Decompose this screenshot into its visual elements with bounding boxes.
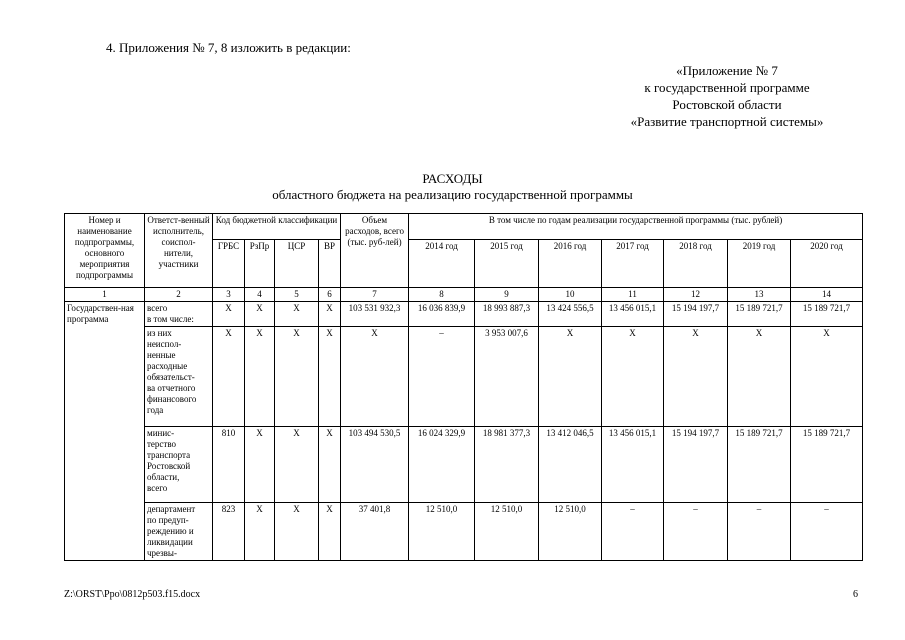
value-cell: X: [319, 302, 341, 327]
value-cell: X: [275, 302, 319, 327]
value-cell: 12 510,0: [409, 503, 475, 561]
header-year: 2016 год: [539, 240, 602, 288]
value-cell: –: [791, 503, 863, 561]
value-cell: 13 456 015,1: [602, 427, 664, 503]
value-cell: X: [245, 302, 275, 327]
value-cell: X: [341, 327, 409, 427]
value-cell: 15 194 197,7: [664, 302, 728, 327]
value-cell: 12 510,0: [539, 503, 602, 561]
value-cell: 810: [213, 427, 245, 503]
column-number-cell: 10: [539, 288, 602, 302]
column-number-cell: 4: [245, 288, 275, 302]
value-cell: –: [664, 503, 728, 561]
value-cell: 13 424 556,5: [539, 302, 602, 327]
document-subtitle: областного бюджета на реализацию государственной программы: [272, 187, 633, 202]
footer-page-number: 6: [853, 589, 858, 600]
value-cell: 15 194 197,7: [664, 427, 728, 503]
column-number-cell: 14: [791, 288, 863, 302]
value-cell: 12 510,0: [475, 503, 539, 561]
header-grbs: ГРБС: [213, 240, 245, 288]
column-number-row: [65, 288, 863, 302]
value-cell: 13 456 015,1: [602, 302, 664, 327]
value-cell: X: [275, 427, 319, 503]
executor-cell: минис- терство транспорта Ростовской области, всего: [145, 427, 213, 503]
value-cell: X: [245, 327, 275, 427]
header-code-group: Код бюджетной классификации: [213, 214, 341, 240]
column-number-cell: 3: [213, 288, 245, 302]
column-number-cell: 8: [409, 288, 475, 302]
value-cell: X: [275, 503, 319, 561]
value-cell: X: [245, 503, 275, 561]
value-cell: X: [539, 327, 602, 427]
document-title: РАСХОДЫ: [422, 171, 483, 186]
value-cell: 15 189 721,7: [791, 427, 863, 503]
appendix-heading: [597, 62, 857, 130]
column-number-cell: 9: [475, 288, 539, 302]
value-cell: 16 036 839,9: [409, 302, 475, 327]
executor-cell: из них неиспол- ненные расходные обязательст- ва отчетного финансового года: [145, 327, 213, 427]
column-number-cell: 7: [341, 288, 409, 302]
value-cell: X: [791, 327, 863, 427]
header-year: 2019 год: [728, 240, 791, 288]
value-cell: X: [275, 327, 319, 427]
column-number-cell: 6: [319, 288, 341, 302]
value-cell: 37 401,8: [341, 503, 409, 561]
appendix-line: Ростовской области: [672, 97, 782, 112]
value-cell: 823: [213, 503, 245, 561]
value-cell: X: [319, 503, 341, 561]
appendix-line: «Развитие транспортной системы»: [630, 114, 824, 129]
executor-cell: всего в том числе:: [145, 302, 213, 327]
expenses-table: [64, 213, 863, 561]
value-cell: X: [213, 302, 245, 327]
table-row: [65, 503, 863, 561]
value-cell: 18 993 887,3: [475, 302, 539, 327]
column-number-cell: 1: [65, 288, 145, 302]
value-cell: 18 981 377,3: [475, 427, 539, 503]
header-executor: Ответст-венный исполнитель, соиспол-нители, участники: [145, 214, 213, 288]
header-years-group: В том числе по годам реализации государственной программы (тыс. рублей): [409, 214, 863, 240]
program-name-cell: Государствен-ная программа: [65, 302, 145, 561]
header-year: 2015 год: [475, 240, 539, 288]
value-cell: X: [319, 427, 341, 503]
value-cell: X: [319, 327, 341, 427]
table-row: [65, 302, 863, 327]
value-cell: X: [213, 327, 245, 427]
value-cell: 16 024 329,9: [409, 427, 475, 503]
header-year: 2018 год: [664, 240, 728, 288]
value-cell: 13 412 046,5: [539, 427, 602, 503]
column-number-cell: 5: [275, 288, 319, 302]
header-name: Номер и наименование подпрограммы, основного мероприятия подпрограммы: [65, 214, 145, 288]
column-number-cell: 13: [728, 288, 791, 302]
value-cell: 15 189 721,7: [728, 427, 791, 503]
header-year: 2014 год: [409, 240, 475, 288]
value-cell: 3 953 007,6: [475, 327, 539, 427]
value-cell: –: [602, 503, 664, 561]
value-cell: –: [728, 503, 791, 561]
value-cell: X: [728, 327, 791, 427]
value-cell: –: [409, 327, 475, 427]
value-cell: X: [664, 327, 728, 427]
value-cell: 103 531 932,3: [341, 302, 409, 327]
column-number-cell: 11: [602, 288, 664, 302]
header-year: 2017 год: [602, 240, 664, 288]
value-cell: X: [602, 327, 664, 427]
header-vr: ВР: [319, 240, 341, 288]
executor-cell: департамент по предуп- реждению и ликвидации чрезвы-: [145, 503, 213, 561]
intro-text: 4. Приложения № 7, 8 изложить в редакции:: [106, 40, 351, 55]
footer-file-path: Z:\ORST\Ppo\0812p503.f15.docx: [64, 589, 201, 600]
header-year: 2020 год: [791, 240, 863, 288]
appendix-line: «Приложение № 7: [676, 63, 778, 78]
value-cell: X: [245, 427, 275, 503]
column-number-cell: 2: [145, 288, 213, 302]
header-volume: Объем расходов, всего (тыс. руб-лей): [341, 214, 409, 288]
table-row: [65, 327, 863, 427]
table-row: [65, 427, 863, 503]
value-cell: 103 494 530,5: [341, 427, 409, 503]
header-csr: ЦСР: [275, 240, 319, 288]
column-number-cell: 12: [664, 288, 728, 302]
value-cell: 15 189 721,7: [791, 302, 863, 327]
value-cell: 15 189 721,7: [728, 302, 791, 327]
header-rzpr: РзПр: [245, 240, 275, 288]
appendix-line: к государственной программе: [644, 80, 810, 95]
